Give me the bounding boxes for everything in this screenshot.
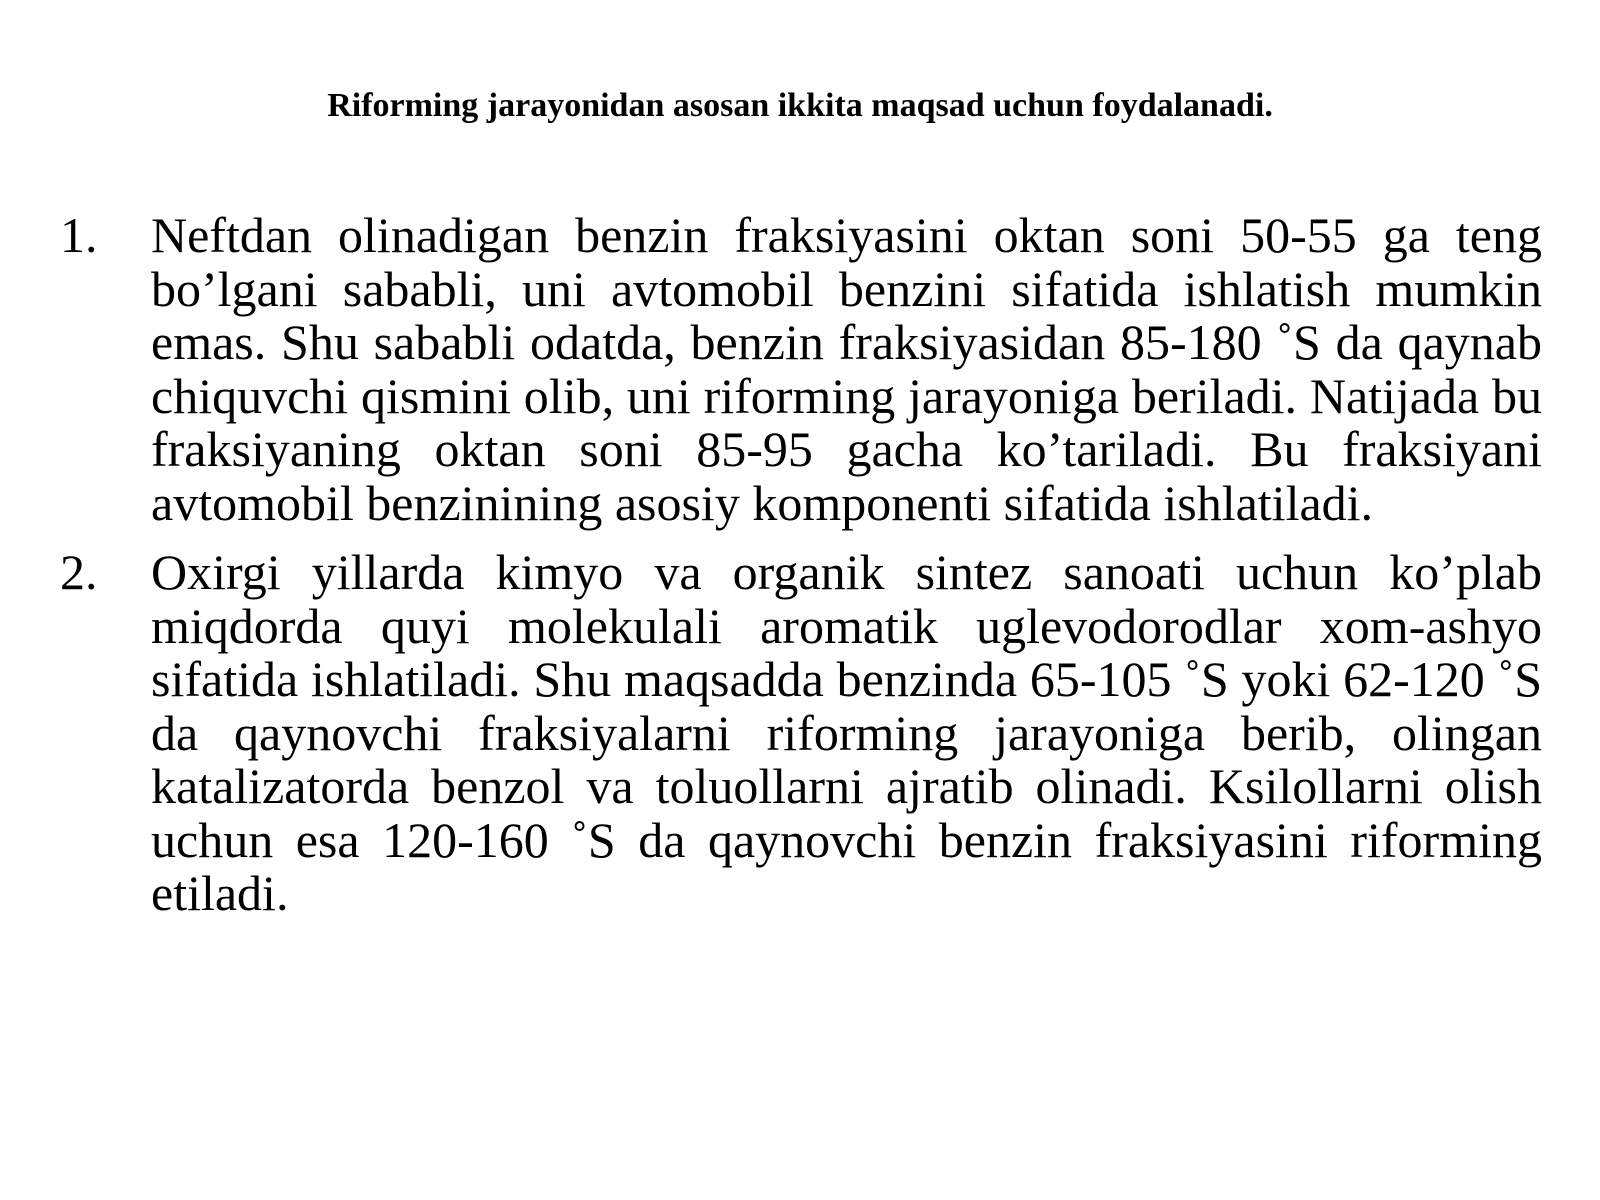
list-item — [60, 546, 1542, 921]
numbered-list — [60, 209, 1542, 921]
list-item-text: Oxirgi yillarda kimyo va organik sintez sanoati uchun ko’plab miqdorda quyi molekulali aromatik uglevodorodlar xom-ashyo sifatida ishlatiladi. Shu maqsadda benzinda 65-105 ˚S yoki 62-120 ˚S da qaynovchi fraksiyalarni riforming jarayoniga berib, olingan katalizatorda benzol va toluollarni ajratib olinadi. Ksilollarni olish uchun esa 120-160 ˚S da qaynovchi benzin fraksiyasini riforming etiladi. — [151, 544, 1542, 921]
list-item-number: 1. — [60, 207, 98, 263]
list-item-number: 2. — [60, 544, 98, 600]
list-item-text: Neftdan olinadigan benzin fraksiyasini oktan soni 50-55 ga teng bo’lgani sababli, uni avtomobil benzini sifatida ishlatish mumkin emas. Shu sababli odatda, benzin fraksiyasidan 85-180 ˚S da qaynab chiquvchi qismini olib, uni riforming jarayoniga beriladi. Natijada bu fraksiyaning oktan soni 85-95 gacha ko’tariladi. Bu fraksiyani avtomobil benzinining asosiy komponenti sifatida ishlatiladi. — [151, 207, 1542, 531]
slide-title: Riforming jarayonidan asosan ikkita maqsad uchun foydalanadi. — [327, 87, 1273, 124]
list-item — [60, 209, 1542, 530]
